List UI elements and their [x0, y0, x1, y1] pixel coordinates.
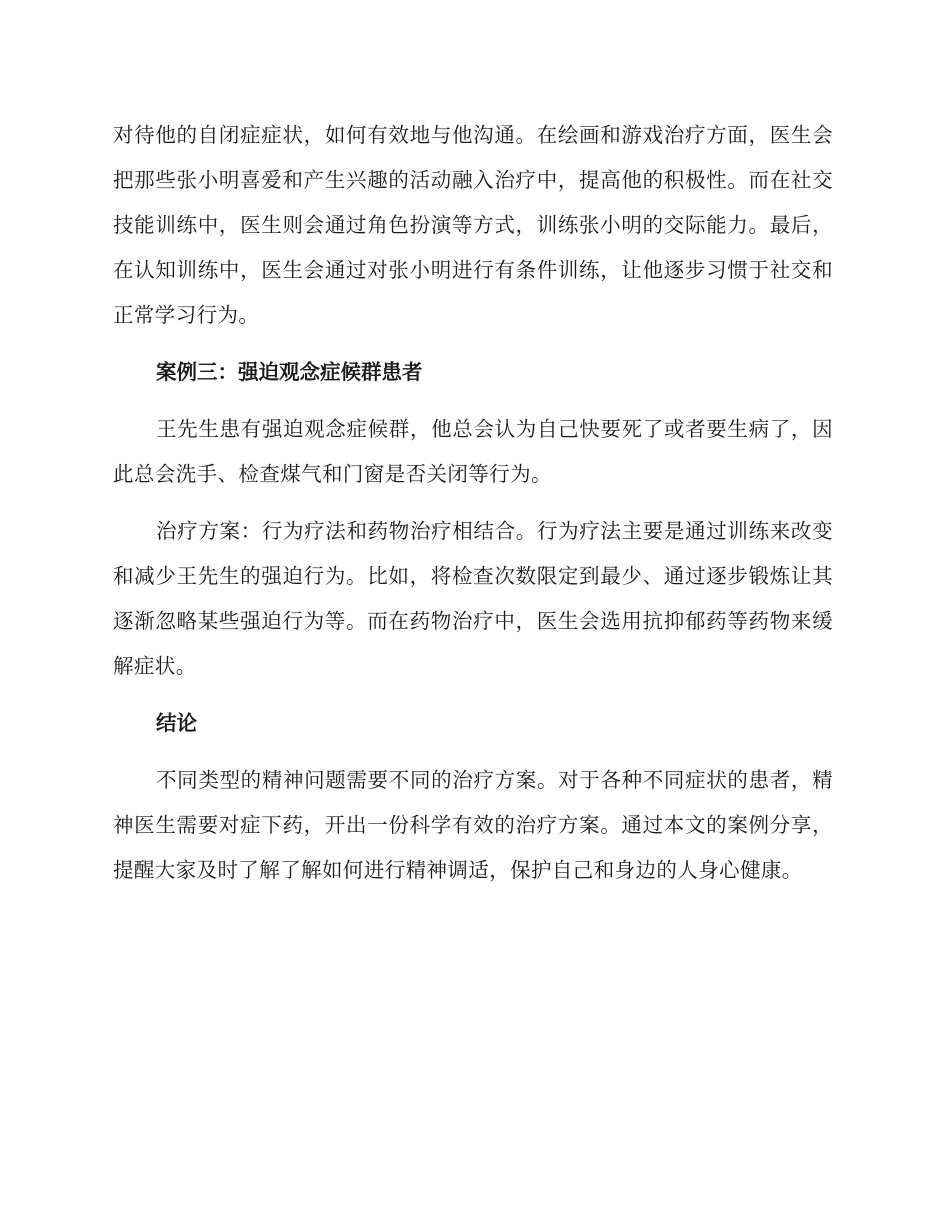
paragraph-conclusion: 不同类型的精神问题需要不同的治疗方案。对于各种不同症状的患者，精神医生需要对症下药，开出一份科学有效的治疗方案。通过本文的案例分享，提醒大家及时了解了解如何进行精神调适，保护自己和身边的人身心健康。 [113, 768, 833, 882]
paragraph-autism-treatment-continued: 对待他的自闭症症状，如何有效地与他沟通。在绘画和游戏治疗方面，医生会把那些张小明喜爱和产生兴趣的活动融入治疗中，提高他的积极性。而在社交技能训练中，医生则会通过角色扮演等方式，训练张小明的交际能力。最后，在认知训练中，医生会通过对张小明进行有条件训练，让他逐步习惯于社交和正常学习行为。 [113, 123, 833, 327]
paragraph-case-three-description: 王先生患有强迫观念症候群，他总会认为自己快要死了或者要生病了，因此总会洗手、检查煤气和门窗是否关闭等行为。 [113, 417, 833, 486]
heading-conclusion: 结论 [156, 711, 197, 735]
heading-case-three: 案例三：强迫观念症候群患者 [156, 360, 423, 384]
paragraph-case-three-treatment: 治疗方案：行为疗法和药物治疗相结合。行为疗法主要是通过训练来改变和减少王先生的强迫行为。比如，将检查次数限定到最少、通过逐步锻炼让其逐渐忽略某些强迫行为等。而在药物治疗中，医生会选用抗抑郁药等药物来缓解症状。 [113, 519, 833, 678]
document-page [113, 113, 833, 893]
